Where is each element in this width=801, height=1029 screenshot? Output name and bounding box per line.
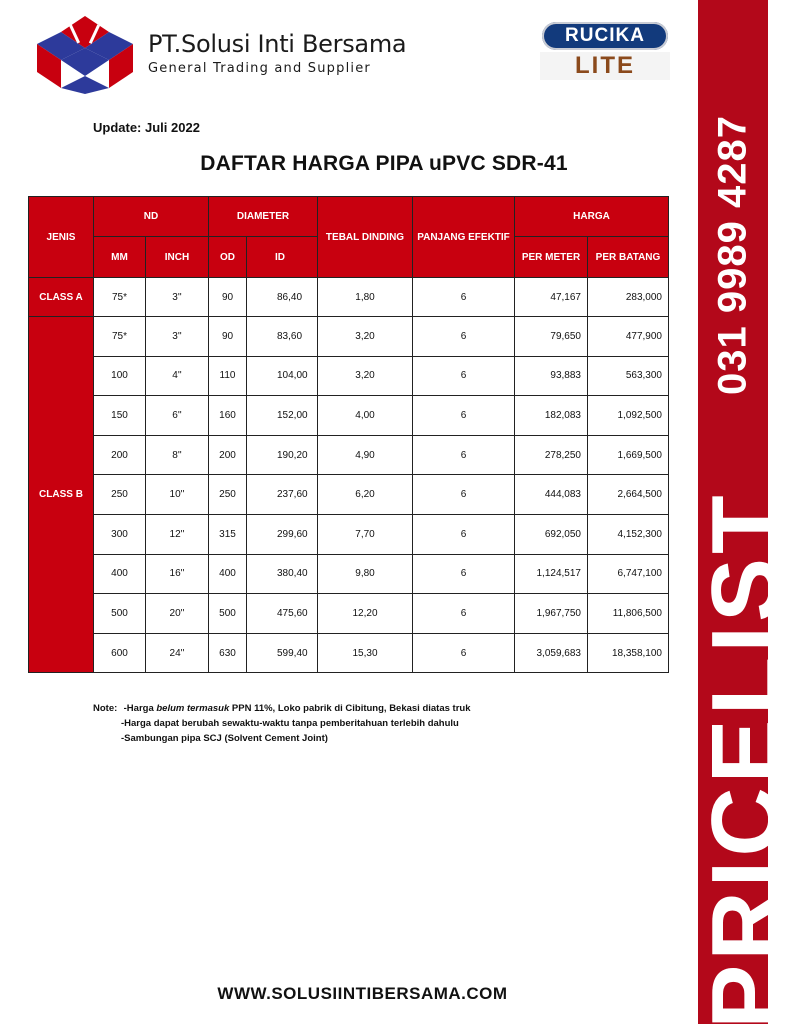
cell-tebal: 3,20 [318,317,413,357]
cell-per-batang: 477,900 [588,317,669,357]
cell-id: 86,40 [247,278,318,317]
company-name: PT.Solusi Inti Bersama [148,30,407,58]
notes-label: Note: [93,703,118,714]
cell-tebal: 4,00 [318,396,413,436]
note-1-prefix: -Harga [123,703,154,714]
cell-inch: 16'' [146,554,209,594]
cell-od: 90 [209,317,247,357]
header-harga: HARGA [515,197,669,237]
cell-per-meter: 444,083 [515,475,588,515]
cell-id: 237,60 [247,475,318,515]
cell-od: 110 [209,356,247,396]
header-mm: MM [94,237,146,278]
cell-panjang: 6 [413,278,515,317]
header-per-batang: PER BATANG [588,237,669,278]
company-tagline: General Trading and Supplier [148,61,371,76]
cell-panjang: 6 [413,594,515,634]
cell-id: 380,40 [247,554,318,594]
header-per-meter: PER METER [515,237,588,278]
class-a-label: CLASS A [29,278,94,317]
header-panjang: PANJANG EFEKTIF [413,197,515,278]
cell-panjang: 6 [413,514,515,554]
cell-tebal: 12,20 [318,594,413,634]
cell-per-meter: 182,083 [515,396,588,436]
cell-inch: 20'' [146,594,209,634]
cell-id: 599,40 [247,633,318,673]
cell-panjang: 6 [413,435,515,475]
cell-od: 630 [209,633,247,673]
cell-per-meter: 1,967,750 [515,594,588,634]
cell-per-batang: 1,669,500 [588,435,669,475]
cell-mm: 150 [94,396,146,436]
side-banner [692,0,799,1029]
cell-mm: 250 [94,475,146,515]
cell-id: 152,00 [247,396,318,436]
cell-id: 83,60 [247,317,318,357]
cell-od: 400 [209,554,247,594]
cell-od: 200 [209,435,247,475]
cell-per-batang: 11,806,500 [588,594,669,634]
cell-per-batang: 563,300 [588,356,669,396]
cell-tebal: 3,20 [318,356,413,396]
table-row [29,356,669,396]
update-date: Update: Juli 2022 [93,120,200,135]
cell-inch: 10'' [146,475,209,515]
cell-panjang: 6 [413,356,515,396]
table-row [29,514,669,554]
table-row [29,633,669,673]
cell-mm: 75* [94,317,146,357]
cell-inch: 4'' [146,356,209,396]
cell-inch: 3'' [146,278,209,317]
table-row [29,554,669,594]
cell-per-batang: 283,000 [588,278,669,317]
cell-od: 315 [209,514,247,554]
cell-inch: 12'' [146,514,209,554]
cell-tebal: 9,80 [318,554,413,594]
note-2: -Harga dapat berubah sewaktu-waktu tanpa pemberitahuan terlebih dahulu [121,718,459,729]
cell-inch: 24'' [146,633,209,673]
cell-mm: 200 [94,435,146,475]
table-row [29,396,669,436]
phone-number: 031 9989 4287 [710,115,755,395]
cell-panjang: 6 [413,317,515,357]
rucika-lite-logo [540,20,670,82]
cell-od: 90 [209,278,247,317]
cell-per-meter: 692,050 [515,514,588,554]
cell-mm: 400 [94,554,146,594]
cell-per-batang: 6,747,100 [588,554,669,594]
brand-name: RUCIKA [542,22,668,50]
cell-mm: 600 [94,633,146,673]
header-tebal: TEBAL DINDING [318,197,413,278]
note-1-suffix: PPN 11%, Loko pabrik di Cibitung, Bekasi diatas truk [231,703,471,714]
cell-od: 500 [209,594,247,634]
cell-od: 160 [209,396,247,436]
cell-panjang: 6 [413,633,515,673]
cell-per-meter: 1,124,517 [515,554,588,594]
cell-mm: 100 [94,356,146,396]
cell-id: 299,60 [247,514,318,554]
page-title: DAFTAR HARGA PIPA uPVC SDR-41 [200,152,568,175]
cell-tebal: 6,20 [318,475,413,515]
header-inch: INCH [146,237,209,278]
table-row [29,317,669,357]
header-diameter: DIAMETER [209,197,318,237]
header-jenis: JENIS [29,197,94,278]
cell-panjang: 6 [413,554,515,594]
cell-per-batang: 18,358,100 [588,633,669,673]
company-logo [33,14,137,96]
class-b-label: CLASS B [29,317,94,673]
cell-id: 104,00 [247,356,318,396]
cell-panjang: 6 [413,475,515,515]
pricelist-label: PRICELIST [692,491,799,1029]
cell-panjang: 6 [413,396,515,436]
cell-per-meter: 278,250 [515,435,588,475]
notes [93,701,471,746]
note-1-emphasis: belum termasuk [156,703,230,714]
price-table [28,196,669,673]
cell-per-meter: 47,167 [515,278,588,317]
cell-per-batang: 1,092,500 [588,396,669,436]
cell-mm: 300 [94,514,146,554]
cell-per-meter: 93,883 [515,356,588,396]
cell-per-meter: 3,059,683 [515,633,588,673]
cell-id: 190,20 [247,435,318,475]
table-row [29,475,669,515]
table-row [29,278,669,317]
brand-sub: LITE [540,52,670,80]
cell-od: 250 [209,475,247,515]
cell-tebal: 7,70 [318,514,413,554]
table-row [29,594,669,634]
cell-per-batang: 4,152,300 [588,514,669,554]
website-url[interactable]: WWW.SOLUSIINTIBERSAMA.COM [217,984,508,1003]
cell-per-batang: 2,664,500 [588,475,669,515]
table-row [29,435,669,475]
cell-inch: 8'' [146,435,209,475]
cell-tebal: 4,90 [318,435,413,475]
cell-mm: 75* [94,278,146,317]
header-od: OD [209,237,247,278]
cell-id: 475,60 [247,594,318,634]
cell-tebal: 15,30 [318,633,413,673]
company-heading [148,30,406,76]
cell-inch: 6'' [146,396,209,436]
note-3: -Sambungan pipa SCJ (Solvent Cement Joint) [121,733,328,744]
cell-mm: 500 [94,594,146,634]
header-id: ID [247,237,318,278]
header-nd: ND [94,197,209,237]
cell-per-meter: 79,650 [515,317,588,357]
cell-tebal: 1,80 [318,278,413,317]
cell-inch: 3'' [146,317,209,357]
